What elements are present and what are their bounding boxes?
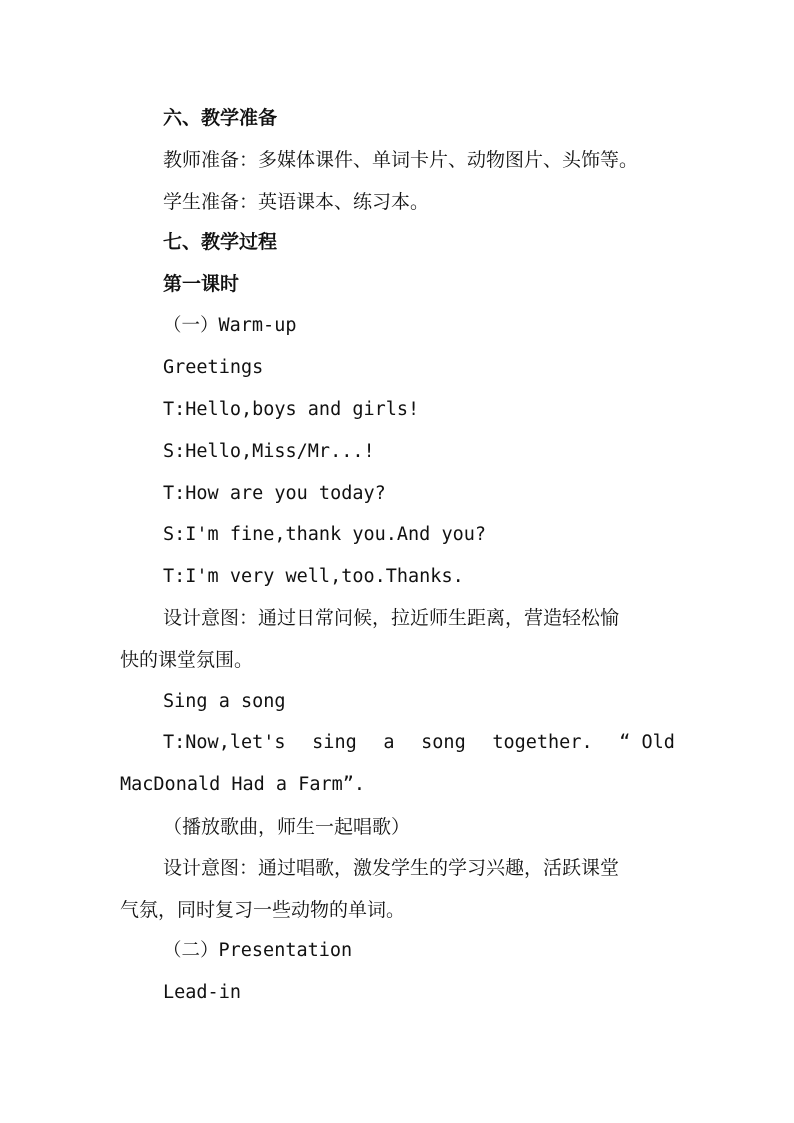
dialogue-line: T:How are you today?	[163, 483, 386, 504]
leadin-label: Lead-in	[163, 982, 241, 1003]
song-word: song	[421, 732, 466, 753]
design-intent-2-line-2: 气氛，同时复习一些动物的单词。	[120, 899, 406, 921]
section-7-heading: 七、教学过程	[163, 231, 278, 253]
design-intent-1-line-1: 设计意图：通过日常问候，拉近师生距离，营造轻松愉	[163, 607, 620, 629]
warmup-title: （一）Warm-up	[163, 315, 297, 336]
presentation-title: （二）Presentation	[163, 940, 353, 961]
dialogue-line: T:I'm very well,too.Thanks.	[163, 566, 464, 587]
song-word: “ Old	[619, 732, 675, 753]
design-intent-2-line-1: 设计意图：通过唱歌，激发学生的学习兴趣，活跃课堂	[163, 857, 620, 879]
song-action-text: （播放歌曲，师生一起唱歌）	[163, 816, 411, 838]
greetings-label: Greetings	[163, 357, 264, 378]
lesson-title: 第一课时	[163, 273, 240, 295]
song-word: T:Now,let's	[163, 732, 286, 753]
song-word: together.	[492, 732, 593, 753]
song-instruction-line-1	[163, 731, 675, 755]
song-word: sing	[312, 732, 357, 753]
song-instruction-line-2: MacDonald Had a Farm”.	[120, 774, 366, 795]
sing-song-label: Sing a song	[163, 691, 286, 712]
dialogue-line: S:I'm fine,thank you.And you?	[163, 524, 487, 545]
student-prep-text: 学生准备：英语课本、练习本。	[163, 191, 430, 213]
design-intent-1-line-2: 快的课堂氛围。	[120, 649, 254, 671]
teacher-prep-text: 教师准备：多媒体课件、单词卡片、动物图片、头饰等。	[163, 149, 639, 171]
section-6-heading: 六、教学准备	[163, 107, 278, 129]
dialogue-line: S:Hello,Miss/Mr...!	[163, 441, 375, 462]
song-word: a	[383, 732, 395, 753]
dialogue-line: T:Hello,boys and girls!	[163, 399, 420, 420]
